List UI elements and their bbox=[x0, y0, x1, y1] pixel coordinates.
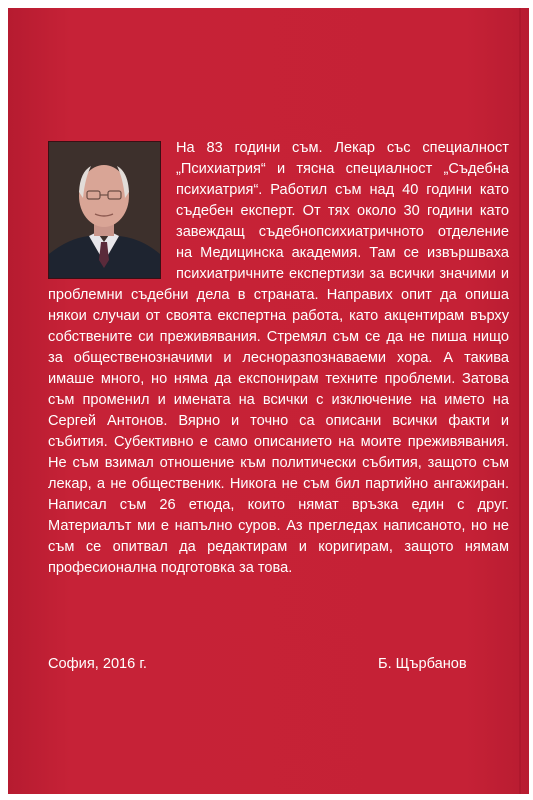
photo-spacer bbox=[48, 138, 176, 284]
author-signature: Б. Щърбанов bbox=[378, 656, 467, 672]
back-cover bbox=[8, 8, 529, 794]
place-date: София, 2016 г. bbox=[48, 656, 147, 672]
statement-text: На 83 години съм. Лекар със специалност „Психиатрия“ и тясна специалност „Съдебна психиатрия“. Работил съм над 40 години като съдебен експерт. От тях около 30 години като завеждащ съдебнопсихиатричното отделение на Медицинска академия. Там се извършваха психиатричните експертизи за всички значими и проблемни съдебни дела в страната. Направих опит да опиша някои случаи от своята експертна работа, като акцентирам върху собствените си преживявания. Стремял съм се да не пиша нищо за общественозначими и лесноразпознаваеми хора. А такива имаше много, но няма да експонирам техните проблеми. Затова съм променил и имената на всички с изключение на името на Сергей Антонов. Вярно и точно са описани всички факти и събития. Субективно е само описанието на моите преживявания. Не съм взимал отношение към политически събития, защото съм лекар, а не общественик. Никога не съм бил партийно ангажиран. Написал съм 26 етюда, които нямат връзка един с друг. Материалът ми е напълно суров. Аз прегледах написаното, но не съм се опитвал да редактирам и коригирам, защото нямам професионална подготовка за това. bbox=[48, 140, 509, 576]
author-statement bbox=[48, 138, 509, 579]
cover-edge bbox=[519, 8, 521, 794]
